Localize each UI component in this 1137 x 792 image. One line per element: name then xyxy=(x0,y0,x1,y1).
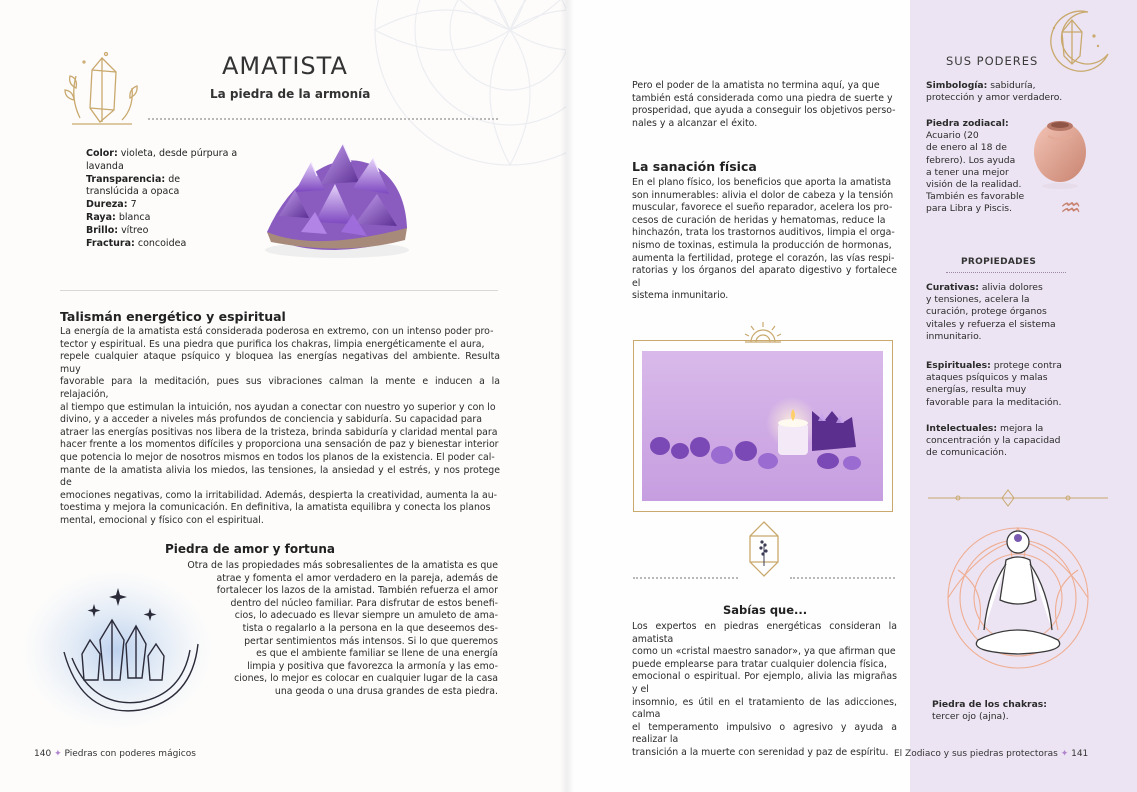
talisman-heading: Talismán energético y espiritual xyxy=(60,309,286,324)
running-title: El Zodiaco y sus piedras protectoras xyxy=(894,749,1058,759)
sidebar-intelectuales: Intelectuales: mejora la concentración y la capacidad de comunicación. xyxy=(926,423,1061,459)
sidebar-title: SUS PODERES xyxy=(946,54,1039,68)
page-subtitle: La piedra de la armonía xyxy=(210,87,371,101)
dotted-divider xyxy=(148,118,498,120)
star-icon: ✦ xyxy=(1060,749,1069,759)
sidebar-chakra: Piedra de los chakras: tercer ojo (ajna). xyxy=(932,699,1047,723)
healing-body: En el plano físico, los beneficios que aporta la amatista son innumerables: alivia el dolor de cabeza y la tensión muscular, favorece el sueño reparador, acelera los pro- cesos de curación de heridas y hematomas, reduce la hinchazón, trata los trastornos auditivos, limpia el orga- nismo de toxinas, estimula la producción de hormonas, aumenta la fertilidad, protege el corazón, las vías respi- ratorias y los órganos del aparato digestivo y fortalece el sistema inmunitario. xyxy=(632,177,897,302)
intro-body: Pero el poder de la amatista no termina aquí, ya que también está considerada como una piedra de suerte y prosperidad, que ayuda a conseguir los objetivos perso- nales y a alcanzar el éxito. xyxy=(632,80,896,129)
aquarius-vase-icon xyxy=(1030,110,1090,194)
properties-heading: PROPIEDADES xyxy=(961,257,1037,267)
dotted-divider xyxy=(790,577,895,579)
dotted-divider xyxy=(633,577,738,579)
property-hardness: Dureza: 7 xyxy=(86,199,137,211)
crystal-logo-icon xyxy=(62,48,140,132)
sidebar-curativas: Curativas: alivia dolores y tensiones, acelera la curación, protege órganos vitales y refuerza el sistema inmunitario. xyxy=(926,282,1056,342)
book-gutter xyxy=(560,0,574,792)
left-footer xyxy=(34,749,196,759)
sabias-body: Los expertos en piedras energéticas consideran la amatista como un «cristal maestro sanador», ya que afirman que puede emplearse para tratar cualquier dolencia física, emocional o espiritual. Por ejemplo, alivia las migrañas y el insomnio, es útil en el tratamiento de las adicciones, calma el temperamento impulsivo o agresivo y ayuda a realizar la transición a la muerte con serenidad y paz de espíritu. xyxy=(632,621,897,758)
crystal-lavender-icon xyxy=(744,520,784,578)
sidebar-zodiac: Piedra zodiacal: Acuario (20 de enero al 18 de febrero). Los ayuda a tener una mejor visión de la realidad. También es favorable para Libra y Piscis. xyxy=(926,118,1025,215)
dotted-divider xyxy=(946,272,1066,273)
running-title: Piedras con poderes mágicos xyxy=(64,749,196,759)
page-title: AMATISTA xyxy=(222,52,348,80)
sabias-heading: Sabías que... xyxy=(723,603,808,617)
sidebar-symbology: Simbología: sabiduría, protección y amor verdadero. xyxy=(926,80,1063,104)
property-streak: Raya: blanca xyxy=(86,211,151,223)
right-footer xyxy=(894,749,1088,759)
aquarius-symbol-icon: ♒ xyxy=(1060,194,1082,222)
property-luster: Brillo: vítreo xyxy=(86,224,149,236)
candle-crystals-photo xyxy=(642,351,883,501)
property-transparency: Transparencia: de translúcida a opaca xyxy=(86,173,181,198)
healing-heading: La sanación física xyxy=(632,159,757,174)
amethyst-cluster-photo xyxy=(255,132,415,262)
talisman-body: La energía de la amatista está considerada poderosa en extremo, con un intenso poder pro- tector y espiritual. Es una piedra que purifica los chakras, limpia energéticamente el aura, repele cualquier ataque psíquico y bloquea las energías negativas del ambiente. Resulta muy favorable para la meditación, pues sus vibraciones calman la mente e inducen a la relajación, al tiempo que estimulan la intuición, nos ayudan a conectar con nuestro yo superior y con lo divino, y a acceder a niveles más profundos de conciencia y sabiduría. Su capacidad para atraer las energías positivas nos libera de la tristeza, brinda sabiduría y claridad mental para hacer frente a los momentos difíciles y proporciona una sensación de paz y bienestar interior que potencia lo mejor de nosotros mismos en todos los planos de la existencia. El poder cal- mante de la amatista alivia los miedos, las tensiones, la ansiedad y el estrés, y nos protege de emociones negativas, como la irritabilidad. Además, despierta la creatividad, aumenta la au- toestima y mejora la comunicación. En definitiva, la amatista equilibra y conecta los planos mental, emocional y físico con el espiritual. xyxy=(60,326,500,526)
moon-crystal-icon xyxy=(1042,6,1114,78)
sidebar-espirituales: Espirituales: protege contra ataques psíquicos y malas energías, resulta muy favorable para la meditación. xyxy=(926,360,1062,408)
page-number: 141 xyxy=(1071,749,1089,759)
property-color: Color: violeta, desde púrpura a lavanda xyxy=(86,148,238,172)
page-number: 140 xyxy=(34,749,52,759)
star-icon: ✦ xyxy=(54,749,62,759)
love-heading: Piedra de amor y fortuna xyxy=(165,542,335,556)
meditating-figure-icon xyxy=(918,480,1118,696)
section-divider xyxy=(60,290,498,291)
property-fracture: Fractura: concoidea xyxy=(86,237,187,249)
love-body: Otra de las propiedades más sobresalientes de la amatista es que atrae y fomenta el amor verdadero en la pareja, además de fortalecer los lazos de la amistad. También refuerza el amor dentro del núcleo familiar. Para disfrutar de estos benefi- cios, lo adecuado es llevar siempre un amuleto de ama- tista o regalarlo a la persona en la que deseemos des- pertar sentimientos más intensos. Si lo que queremos es que el ambiente familiar se llene de una energía limpia y positiva que favorezca la armonía y las emo- ciones, lo mejor es colocar en cualquier lugar de la casa una geoda o una drusa grandes de esta piedra. xyxy=(187,560,498,697)
properties-list xyxy=(86,148,266,250)
